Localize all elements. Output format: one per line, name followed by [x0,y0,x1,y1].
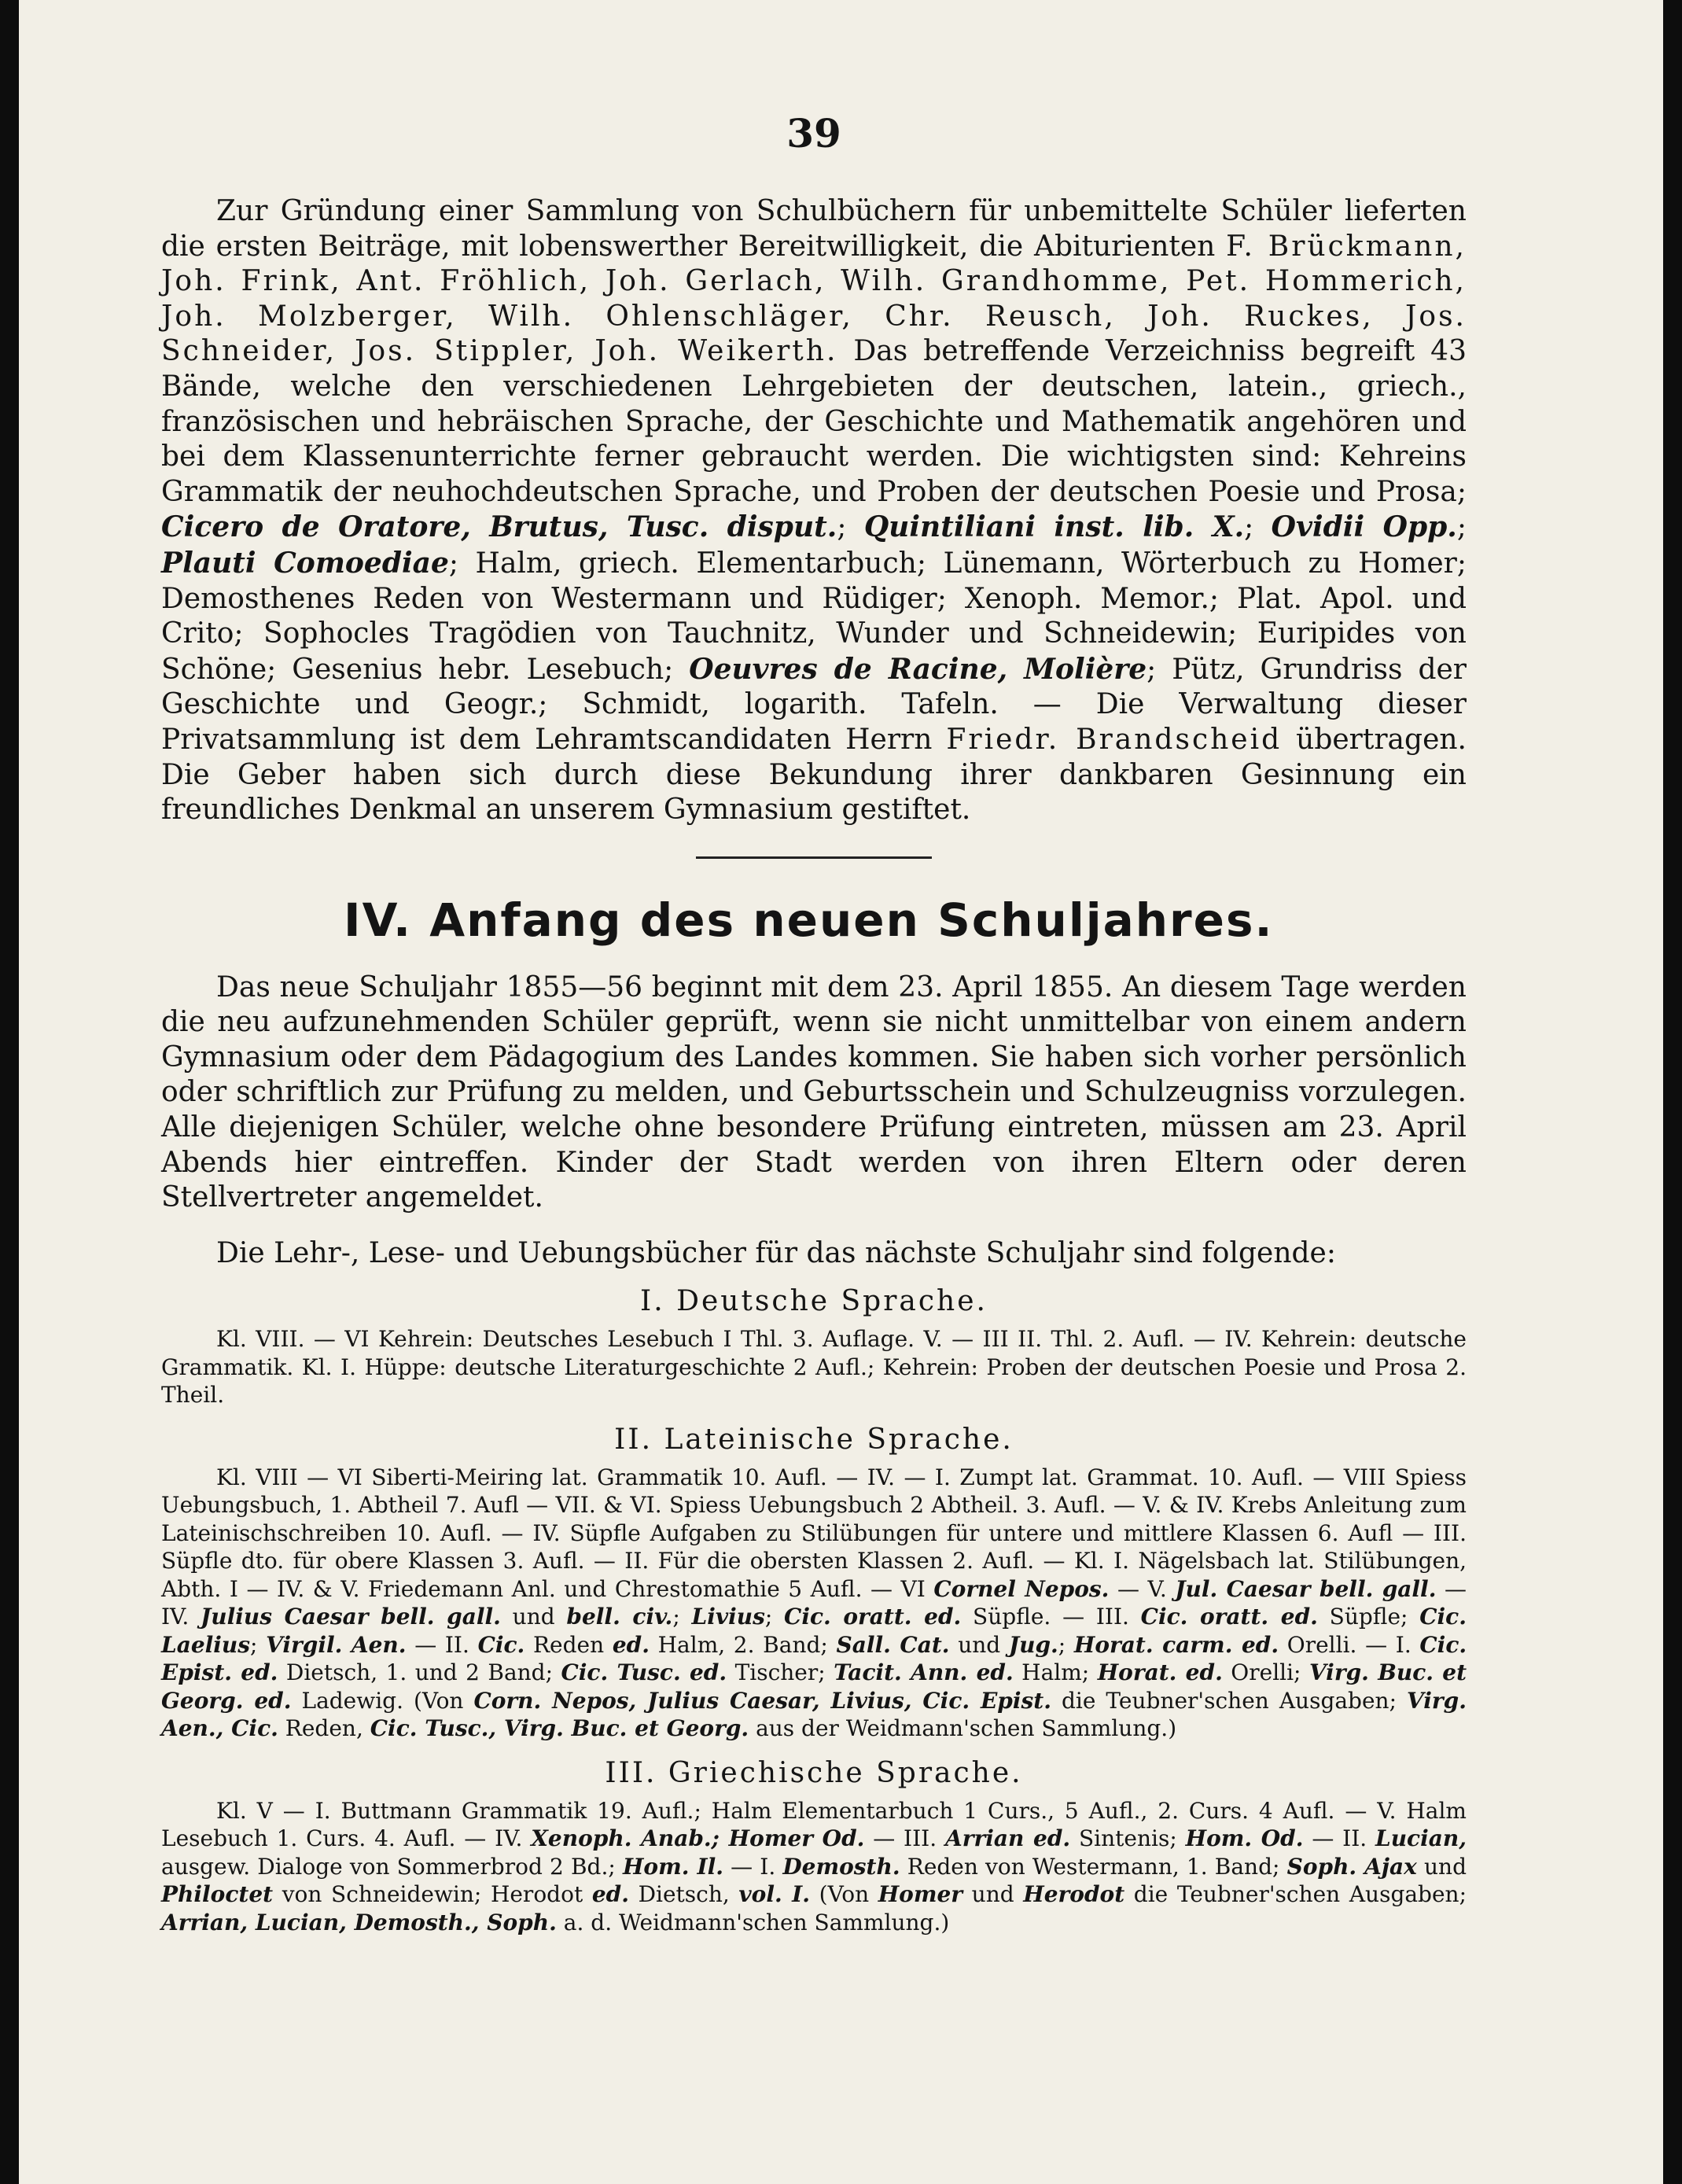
text-run: und [1424,1853,1467,1880]
page-number: 39 [786,110,841,157]
text-run: — II. [1312,1825,1367,1852]
work-title: Hom. Od. [1185,1825,1304,1852]
text-run: Reden [532,1631,605,1658]
deutsch-book-list: Kl. VIII. — VI Kehrein: Deutsches Lesebuch I Thl. 3. Auflage. V. — III II. Thl. 2. Aufl. — IV. Kehrein: deutsche Grammatik. Kl. I. Hüppe: deutsche Literaturgeschichte 2 Aufl.; Kehrein: Proben der deutschen Poesie und Prosa 2. Theil. [161,1326,1467,1409]
text-run: ; Pütz, Grundriss der Geschichte und Geogr.; Schmidt, logarith. Tafeln. — Die Verwaltung dieser Privatsammlung ist dem Lehramtscandidaten Herrn [161,653,1467,756]
work-title: Cicero de Oratore, Brutus, Tusc. disput. [161,510,837,544]
scan-edge-right [1663,0,1682,2184]
work-title: Corn. Nepos, Julius Caesar, Livius, Cic. Epist. [473,1687,1051,1714]
text-run: und [971,1881,1014,1908]
text-run: aus der Weidmann'schen Sammlung.) [756,1715,1177,1742]
text-run: Tischer; [734,1659,826,1686]
text-run: Kl. V — I. Buttmann Grammatik 19. Aufl.; Halm Elementarbuch 1 Curs., 5 Aufl., 2. Curs. 4 Aufl. — V. Halm Lesebuch 1. Curs. 4. Aufl. — IV. [161,1797,1467,1852]
spacer [161,1216,1467,1236]
text-run: a. d. Weidmann'schen Sammlung.) [563,1909,950,1935]
work-title: Plauti Comoediae [161,546,449,580]
work-title: Hom. Il. [622,1853,723,1880]
text-run: ; [1244,511,1254,544]
work-title: Xenoph. Anab.; Homer Od. [531,1825,865,1852]
text-run: Zur Gründung einer Sammlung von Schulbüchern für unbemittelte Schüler lieferten die ersten Beiträge, mit lobenswerther Bereitwilligkeit, die Abiturienten [161,195,1467,263]
text-run: Süpfle; [1329,1604,1408,1630]
work-title: bell. civ. [566,1604,673,1630]
work-title: Cornel Nepos. [933,1575,1110,1602]
text-run: ; [1456,511,1467,544]
text-run: — IV. [161,1575,1467,1630]
work-title: Horat. carm. ed. [1073,1631,1279,1658]
work-title: Cic. Laelius [161,1604,1467,1658]
text-run: ; [250,1631,258,1658]
text-run: und [958,1631,1001,1658]
text-run: — V. [1117,1575,1167,1602]
text-run: ; Halm, griech. Elementarbuch; Lünemann, Wörterbuch zu Homer; Demosthenes Reden von Westermann und Rüdiger; Xenoph. Memor.; Plat. Apol. und Crito; Sophocles Tragödien von Tauchnitz, Wunder und Schneidewin; Euripides von Schöne; Gesenius hebr. Lesebuch; [161,547,1467,686]
text-run: — I. [731,1853,776,1880]
subheading-griechisch: III. Griechische Sprache. [605,1756,1023,1789]
text-run: Kl. VIII — VI Siberti-Meiring lat. Grammatik 10. Aufl. — IV. — I. Zumpt lat. Grammat. 10. Aufl. — VIII Spiess Uebungsbuch, 1. Abtheil 7. Aufl — VII. & VI. Spiess Uebungsbuch 2 Abtheil. 3. Aufl. — V. & IV. Krebs Anleitung zum Lateinischschreiben 10. Aufl. — IV. Süpfle Aufgaben zu Stilübungen für untere und mittlere Klassen 6. Aufl — III. Süpfle dto. für obere Klassen 3. Aufl. — II. Für die obersten Klassen 2. Aufl. — Kl. I. Nägelsbach lat. Stilübungen, Abth. I — IV. & V. Friedemann Anl. und Chrestomathie 5 Aufl. — VI [161,1464,1467,1602]
work-title: Livius [691,1604,765,1630]
work-title: ed. [612,1631,650,1658]
work-title: Virg. Buc. et Georg. ed. [161,1659,1467,1714]
text-run: Reden von Westermann, 1. Band; [907,1853,1280,1880]
work-title: Philoctet [161,1881,274,1908]
work-title: Demosth. [782,1853,900,1880]
work-title: Cic. Epist. ed. [161,1631,1467,1686]
person-name: Friedr. Brandscheid [946,723,1283,756]
text-run: Ladewig. (Von [301,1687,464,1714]
text-run: die Teubner'schen Ausgaben; [1061,1687,1397,1714]
work-title: Arrian, Lucian, Demosth., Soph. [161,1909,557,1935]
text-run: Orelli. — I. [1286,1631,1411,1658]
work-title: Cic. Tusc. ed. [561,1659,727,1686]
work-title: Cic. oratt. ed. [784,1604,962,1630]
text-run: Dietsch, 1. und 2 Band; [285,1659,554,1686]
work-title: Quintiliani inst. lib. X. [863,510,1245,544]
text-run: übertragen. Die Geber haben sich durch diese Bekundung ihrer dankbaren Gesinnung ein freundliches Denkmal an unserem Gymnasium gestiftet. [161,723,1467,827]
work-title: ed. [591,1881,629,1908]
text-run: ; [837,511,847,544]
work-title: Horat. ed. [1097,1659,1223,1686]
work-title: Julius Caesar bell. gall. [201,1604,501,1630]
scan-edge-left [0,0,19,2184]
subheading-deutsch: I. Deutsche Sprache. [640,1285,988,1318]
work-title: Cic. Tusc., Virg. Buc. et Georg. [370,1715,749,1742]
text-run: ; [1058,1631,1066,1658]
text-run: Sintenis; [1078,1825,1177,1852]
text-run: Halm; [1021,1659,1090,1686]
work-title: Sall. Cat. [836,1631,950,1658]
work-title: Oeuvres de Racine, Molière [689,652,1147,686]
work-title: vol. I. [738,1881,811,1908]
text-run: ausgew. Dialoge von Sommerbrod 2 Bd.; [161,1853,616,1880]
text-run: (Von [819,1881,870,1908]
text-run: Süpfle. — III. [973,1604,1129,1630]
work-title: Cic. oratt. ed. [1140,1604,1318,1630]
work-title: Tacit. Ann. ed. [834,1659,1014,1686]
books-intro: Die Lehr-, Lese- und Uebungsbücher für das nächste Schuljahr sind folgende: [216,1236,1336,1269]
latein-book-list [161,1464,1467,1743]
collection-paragraph [161,194,1467,828]
text-run: — III. [873,1825,937,1852]
subheading-latein: II. Lateinische Sprache. [614,1423,1014,1456]
work-title: Virg. Aen., Cic. [161,1687,1467,1742]
text-run: Das betreffende Verzeichniss begreift 43 Bände, welche den verschiedenen Lehrgebieten der deutschen, latein., griech., französischen und hebräischen Sprache, der Geschichte und Mathematik angehören und bei dem Klassenunterrichte ferner gebraucht werden. Die wichtigsten sind: Kehreins Grammatik der neuhochdeutschen Sprache, und Proben der deutschen Poesie und Prosa; [161,335,1467,508]
work-title: Jug. [1008,1631,1058,1658]
text-run: ; [764,1604,773,1630]
text-run: Reden, [285,1715,363,1742]
work-title: Arrian ed. [944,1825,1071,1852]
new-school-year-paragraph: Das neue Schuljahr 1855—56 beginnt mit dem 23. April 1855. An diesem Tage werden die neu aufzunehmenden Schüler geprüft, wenn sie nicht unmittelbar von einem andern Gymnasium oder dem Pädagogium des Landes kommen. Sie haben sich vorher persönlich oder schriftlich zur Prüfung zu melden, und Geburtsschein und Schulzeugniss vorzulegen. Alle diejenigen Schüler, welche ohne besondere Prüfung eintreten, müssen am 23. April Abends hier eintreffen. Kinder der Stadt werden von ihren Eltern oder deren Stellvertreter angemeldet. [161,970,1467,1214]
work-title: Homer [878,1881,963,1908]
text-run: und [512,1604,555,1630]
text-run: Dietsch, [638,1881,730,1908]
griechisch-book-list [161,1797,1467,1937]
text-run: Orelli; [1231,1659,1301,1686]
work-title: Virgil. Aen. [266,1631,407,1658]
text-run: Halm, 2. Band; [657,1631,828,1658]
work-title: Jul. Caesar bell. gall. [1175,1575,1437,1602]
work-title: Cic. [477,1631,525,1658]
work-title: Soph. Ajax [1286,1853,1417,1880]
section-heading: IV. Anfang des neuen Schuljahres. [344,893,1274,947]
work-title: Herodot [1023,1881,1125,1908]
work-title: Lucian, [1375,1825,1467,1852]
section-divider [696,856,932,859]
text-run: die Teubner'schen Ausgaben; [1133,1881,1467,1908]
text-run: von Schneidewin; Herodot [282,1881,583,1908]
page-content [161,110,1467,1936]
text-run: — II. [414,1631,469,1658]
donor-names: F. Brückmann, Joh. Frink, Ant. Fröhlich, Joh. Gerlach, Wilh. Grandhomme, Pet. Hommerich, Joh. Molzberger, Wilh. Ohlenschläger, Chr. Reusch, Joh. Ruckes, Jos. Schneider, Jos. Stippler, Joh. Weikerth. [161,230,1467,368]
work-title: Ovidii Opp. [1271,510,1457,544]
text-run: ; [672,1604,680,1630]
